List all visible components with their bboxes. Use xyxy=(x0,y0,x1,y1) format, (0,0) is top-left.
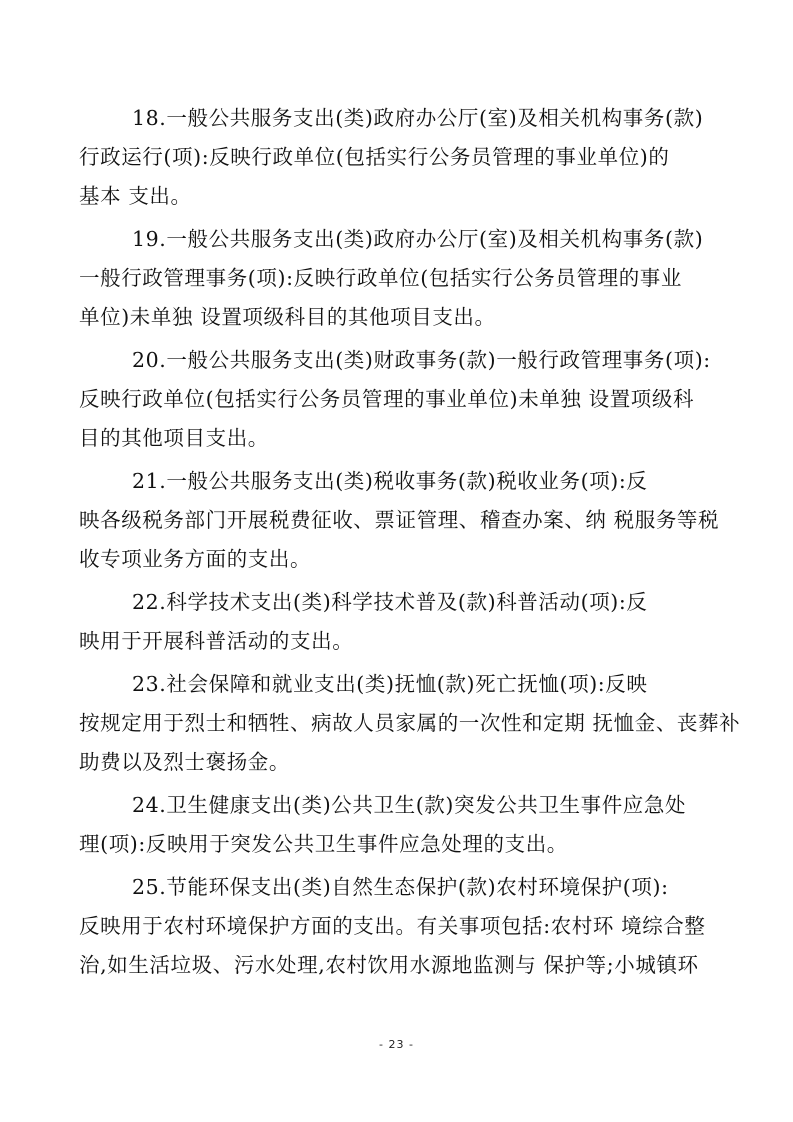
paragraph-25 xyxy=(79,868,744,985)
text-line: 单位)未单独 设置项级科目的其他项目支出。 xyxy=(79,305,496,329)
paragraph-20 xyxy=(79,341,744,458)
paragraph-19 xyxy=(79,220,744,337)
text-line: 25.节能环保支出(类)自然生态保护(款)农村环境保护(项): xyxy=(132,875,669,899)
paragraph-18 xyxy=(79,99,744,216)
text-line: 映各级税务部门开展税费征收、票证管理、稽查办案、纳 税服务等税 xyxy=(79,508,720,532)
paragraph-22 xyxy=(79,583,744,661)
paragraph-24 xyxy=(79,786,744,864)
text-line: 反映行政单位(包括实行公务员管理的事业单位)未单独 设置项级科 xyxy=(79,387,695,411)
text-line: 22.科学技术支出(类)科学技术普及(款)科普活动(项):反 xyxy=(132,590,648,614)
text-line: 18.一般公共服务支出(类)政府办公厅(室)及相关机构事务(款) xyxy=(132,106,704,130)
text-line: 反映用于农村环境保护方面的支出。有关事项包括:农村环 境综合整 xyxy=(79,914,706,938)
text-line: 23.社会保障和就业支出(类)抚恤(款)死亡抚恤(项):反映 xyxy=(132,672,648,696)
text-line: 24.卫生健康支出(类)公共卫生(款)突发公共卫生事件应急处 xyxy=(132,793,687,817)
text-line: 20.一般公共服务支出(类)财政事务(款)一般行政管理事务(项): xyxy=(132,348,711,372)
text-line: 行政运行(项):反映行政单位(包括实行公务员管理的事业单位)的 xyxy=(79,145,670,169)
paragraph-23 xyxy=(79,665,744,782)
text-line: 收专项业务方面的支出。 xyxy=(79,547,312,571)
text-line: 21.一般公共服务支出(类)税收事务(款)税收业务(项):反 xyxy=(132,469,648,493)
text-line: 映用于开展科普活动的支出。 xyxy=(79,629,354,653)
page-number: - 23 - xyxy=(379,1038,414,1051)
document-body xyxy=(79,99,744,989)
text-line: 助费以及烈士褒扬金。 xyxy=(79,750,290,774)
text-line: 治,如生活垃圾、污水处理,农村饮用水源地监测与 保护等;小城镇环 xyxy=(79,953,699,977)
text-line: 一般行政管理事务(项):反映行政单位(包括实行公务员管理的事业 xyxy=(79,266,682,290)
text-line: 19.一般公共服务支出(类)政府办公厅(室)及相关机构事务(款) xyxy=(132,227,704,251)
text-line: 基本 支出。 xyxy=(79,184,192,208)
paragraph-21 xyxy=(79,462,744,579)
text-line: 理(项):反映用于突发公共卫生事件应急处理的支出。 xyxy=(79,832,568,856)
text-line: 目的其他项目支出。 xyxy=(79,426,269,450)
text-line: 按规定用于烈士和牺牲、病故人员家属的一次性和定期 抚恤金、丧葬补 xyxy=(79,711,741,735)
